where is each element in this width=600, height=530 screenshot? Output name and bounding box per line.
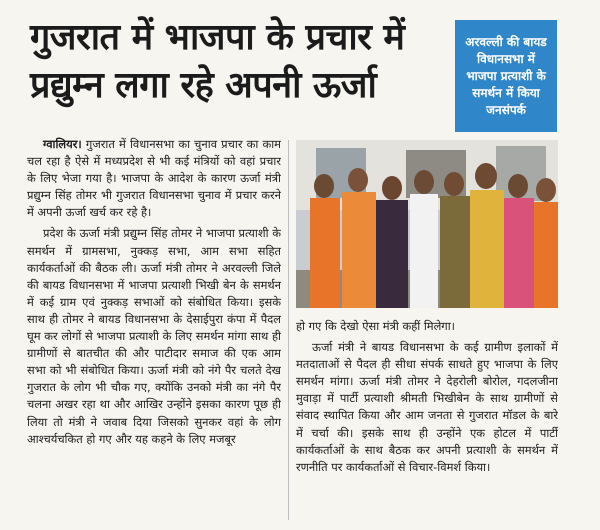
dateline: ग्वालियर। [43,137,82,151]
headline-line-2: प्रद्युम्न लगा रहे अपनी ऊर्जा [30,65,377,106]
article-paragraph: हो गए कि देखो ऐसा मंत्री कहीं मिलेगा। [296,319,455,333]
group-photo-image [296,140,558,308]
article-paragraph [27,136,281,221]
highlight-box [455,20,557,132]
article-column-right [296,318,558,526]
highlight-line-4: समर्थन में किया [472,85,540,100]
headline-line-1: गुजरात में भाजपा के प्रचार में [30,17,405,58]
highlight-line-5: जनसंपर्क [486,102,526,117]
headline [30,14,450,110]
column-divider [288,140,289,520]
highlight-line-1: अरवल्ली की बायड [465,34,547,49]
article-paragraph: प्रदेश के ऊर्जा मंत्री प्रद्युम्न सिंह तोमर ने भाजपा प्रत्याशी के समर्थन में ग्रामसभा, नुक्कड़ सभा, आम सभा सहित कार्यकर्ताओं की बैठक ली। ऊर्जा मंत्री तोमर ने अरवल्ली जिले की बायड विधानसभा में भाजपा प्रत्याशी भिखी बेन के समर्थन में कई ग्राम एवं नुक्कड़ सभाओं को संबोधित किया। इसके साथ ही तोमर ने बायड विधानसभा के देसाईपुरा कंपा में पैदल घूम कर लोगों से भाजपा प्रत्याशी के लिए समर्थन मांगा साथ ही ग्रामीणों से बातचीत की और पाटीदार समाज की एक आम सभा को भी संबोधित किया। ऊर्जा मंत्री को नंगे पैर चलते देख गुजरात के लोग भी चौक गए, क्योंकि उनको मंत्री का नंगे पैर चलना अखर रहा था और आखिर उन्होंने इसका कारण पूछ ही लिया तो मंत्री ने जवाब दिया जिसको सुनकर वहां के लोग आश्चर्यचकित हो गए और यह कहने के लिए मजबूर [27,226,281,446]
paragraph-text: गुजरात में विधानसभा का चुनाव प्रचार का काम चल रहा है ऐसे में मध्यप्रदेश से भी कई मंत्रियों को वहां प्रचार के लिए भेजा गया है। भाजपा के आदेश के कारण ऊर्जा मंत्री प्रद्युम्न सिंह तोमर भी गुजरात विधानसभा चुनाव में प्रचार करने में अपनी ऊर्जा खर्च कर रहे है। [27,137,281,220]
highlight-line-2: विधानसभा में [477,51,535,66]
highlight-line-3: भाजपा प्रत्याशी के [466,68,546,83]
article-paragraph: ऊर्जा मंत्री ने बायड विधानसभा के कई ग्रामीण इलाकों में मतदाताओं से पैदल ही सीधा संपर्क साधते हुए भाजपा के लिए समर्थन मांगा। ऊर्जा मंत्री तोमर ने देहरोली बोरोल, गदलजीना मुवाड़ा में पार्टी प्रत्याशी श्रीमती भिखीबेन के साथ ग्रामीणों से संवाद स्थापित किया और आम जनता से गुजरात मॉडल के बारे में चर्चा की। इसके साथ ही उन्होंने एक होटल में पार्टी कार्यकर्ताओं के साथ बैठक कर अपनी प्रत्याशी के समर्थन में रणनीति पर कार्यकर्ताओं से विचार-विमर्श किया। [296,340,558,474]
news-photo [296,140,558,308]
article-column-left [27,136,281,526]
